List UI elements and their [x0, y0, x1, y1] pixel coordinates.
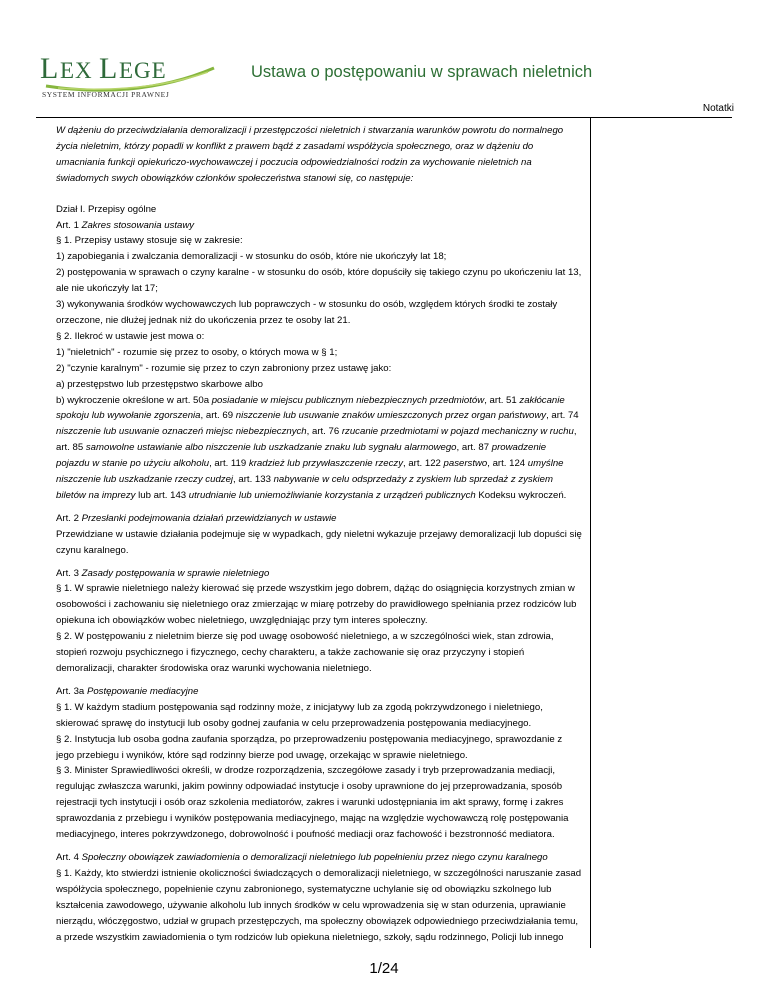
- document-title: Ustawa o postępowaniu w sprawach nieletnich: [251, 63, 593, 81]
- text-segment: , art. 76: [306, 426, 342, 438]
- article-heading: Art. 3 Zasady postępowania w sprawie nieletniego: [56, 567, 270, 579]
- text-segment: , art. 85: [56, 426, 577, 454]
- list-item: 3) wykonywania środków wychowawczych lub poprawczych - w stosunku do osób, względem których środki te zostały orzeczone, nie dłużej jednak niż do ukończenia przez te osoby lat 21.: [56, 299, 558, 326]
- text-segment: Kodeksu wykroczeń.: [475, 489, 567, 501]
- paragraph: Przewidziane w ustawie działania podejmuje się w wypadkach, gdy nieletni wykazuje przejawy demoralizacji lub dopuści się czynu karalnego.: [56, 528, 582, 556]
- offence-name: samowolne ustawianie albo niszczenie lub uszkadzanie znaku lub sygnału alarmowego: [85, 442, 457, 454]
- offence-name: utrudnianie lub uniemożliwianie korzystania z urządzeń publicznych: [188, 489, 476, 501]
- notes-divider: [590, 118, 591, 948]
- offence-name: prowadzenie pojazdu w stanie po użyciu alkoholu: [56, 442, 547, 470]
- svg-text:SYSTEM INFORMACJI PRAWNEJ: SYSTEM INFORMACJI PRAWNEJ: [42, 90, 170, 99]
- offence-name: posiadanie w miejscu publicznym niebezpiecznych przedmiotów: [211, 394, 485, 406]
- paragraph: § 1. Przepisy ustawy stosuje się w zakresie:: [56, 235, 243, 247]
- paragraph: § 3. Minister Sprawiedliwości określi, w drodze rozporządzenia, szczegółowe zasady i tryb przeprowadzania mediacji, regulując zwłaszcza warunki, jakim powinny odpowiadać instytucje i osoby uprawnione do jej przeprowadzania, sposób rejestracji tych instytucji i osób oraz szkolenia mediatorów, zakres i warunki udostępniania im akt sprawy, formę i zakres sprawozdania z przebiegu i wyników postępowania mediacyjnego, mając na względzie wychowawczą rolę postępowania mediacyjnego, interes pokrzywdzonego, dobrowolność i poufność mediacji oraz fachowość i bezstronność mediatora.: [56, 765, 569, 841]
- text-segment: , art. 87: [456, 442, 492, 454]
- text-segment: b) wykroczenie określone w art. 50a: [56, 394, 212, 406]
- paragraph: § 1. W każdym stadium postępowania sąd rodzinny może, z inicjatywy lub za zgodą pokrzywdzonego i nieletniego, skierować sprawę do instytucji lub osoby godnej zaufania w celu przeprowadzenia postępowania mediacyjnego.: [56, 701, 543, 729]
- paragraph: § 1. Każdy, kto stwierdzi istnienie okoliczności świadczących o demoralizacji nieletniego, w szczególności naruszanie zasad współżycia społecznego, popełnienie czynu zabronionego, systematyczne uchylanie się od obowiązku szkolnego lub kształcenia zawodowego, używanie alkoholu lub innych środków w celu wprowadzenia się w stan odurzenia, uprawianie nierządu, włóczęgostwo, udział w grupach przestępczych, ma społeczny obowiązek odpowiedniego przeciwdziałania temu, a przede wszystkim zawiadomienia o tym rodziców lub opiekuna nieletniego, szkoły, sądu rodzinnego, Policji lub innego: [56, 867, 582, 943]
- list-item: 2) "czynie karalnym" - rozumie się przez to czyn zabroniony przez ustawę jako:: [56, 362, 392, 374]
- paragraph: § 2. Ilekroć w ustawie jest mowa o:: [56, 330, 205, 342]
- document-body: [56, 123, 582, 946]
- text-segment: , art. 119: [209, 458, 249, 470]
- offence-name: paserstwo: [443, 458, 488, 470]
- list-item: a) przestępstwo lub przestępstwo skarbowe albo: [56, 378, 263, 390]
- text-segment: , art. 74: [546, 410, 579, 422]
- list-item: 1) zapobiegania i zwalczania demoralizacji - w stosunku do osób, które nie ukończyły lat 18;: [56, 251, 447, 263]
- article-heading: Art. 2 Przesłanki podejmowania działań przewidzianych w ustawie: [56, 512, 337, 524]
- svg-text:EX: EX: [60, 58, 93, 83]
- list-item: 1) "nieletnich" - rozumie się przez to osoby, o których mowa w § 1;: [56, 346, 338, 358]
- svg-text:L: L: [40, 52, 60, 85]
- offence-name: rzucanie przedmiotami w pojazd mechaniczny w ruchu: [341, 426, 574, 438]
- offence-name: umyślne niszczenie lub uszkadzanie rzeczy cudzej: [56, 458, 564, 486]
- offence-name: zakłócanie spokoju lub wywołanie zgorszenia: [56, 394, 565, 422]
- list-item-wykroczenia: [56, 393, 582, 504]
- list-item: 2) postępowania w sprawach o czyny karalne - w stosunku do osób, które dopuściły się takiego czynu po ukończeniu lat 13, ale nie ukończyły lat 17;: [56, 267, 582, 295]
- offence-name: niszczenie lub usuwanie oznaczeń miejsc niebezpiecznych: [56, 426, 307, 438]
- article-heading: Art. 1 Zakres stosowania ustawy: [56, 219, 195, 231]
- page-number: 1/24: [369, 960, 399, 977]
- text-segment: , art. 51: [484, 394, 520, 406]
- paragraph: § 2. W postępowaniu z nieletnim bierze się pod uwagę osobowość nieletniego, a w szczególności wiek, stan zdrowia, stopień rozwoju psychicznego i fizycznego, cechy charakteru, a także zachowanie się oraz przyczyny i stopień demoralizacji, charakter środowiska oraz warunki wychowania nieletniego.: [56, 631, 554, 674]
- lexlege-logo: [38, 42, 218, 104]
- paragraph: § 1. W sprawie nieletniego należy kierować się przede wszystkim jego dobrem, dążąc do osiągnięcia korzystnych zmian w osobowości i zachowaniu się nieletniego oraz zmierzając w miarę potrzeby do prawidłowego spełniania przez rodziców lub opiekuna ich obowiązków wobec nieletniego, uwzględniając przy tym interes społeczny.: [56, 583, 577, 627]
- text-segment: , art. 69: [200, 410, 236, 422]
- offence-name: nabywanie w celu odsprzedaży z zyskiem lub sprzedaż z zyskiem biletów na imprezy: [56, 474, 553, 501]
- offence-name: niszczenie lub usuwanie znaków umieszczonych przez organ państwowy: [235, 410, 547, 422]
- text-segment: , art. 133: [233, 474, 274, 486]
- article-heading: Art. 3a Postępowanie mediacyjne: [56, 685, 199, 697]
- paragraph: § 2. Instytucja lub osoba godna zaufania sporządza, po przeprowadzeniu postępowania mediacyjnego, sprawozdanie z jego przebiegu i wyników, które sąd rodzinny bierze pod uwagę, orzekając w sprawie nieletniego.: [56, 733, 563, 761]
- header-divider: [36, 117, 732, 118]
- svg-text:EGE: EGE: [119, 58, 167, 83]
- text-segment: , art. 122: [403, 458, 444, 470]
- text-segment: , art. 124: [487, 458, 528, 470]
- svg-text:L: L: [99, 52, 119, 85]
- preamble: W dążeniu do przeciwdziałania demoralizacji i przestępczości nieletnich i stwarzania warunków powrotu do normalnego życia nieletnim, którzy popadli w konflikt z prawem bądź z zasadami współżycia społecznego, oraz w dążeniu do umacniania funkcji opiekuńczo-wychowawczej i poczucia odpowiedzialności rodzin za wychowanie nieletnich na świadomych swych obowiązków członków społeczeństwa stanowi się, co następuje:: [56, 125, 564, 184]
- notes-column-label: Notatki: [702, 103, 734, 114]
- article-heading: Art. 4 Społeczny obowiązek zawiadomienia o demoralizacji nieletniego lub popełnieniu przez niego czynu karalnego: [56, 851, 548, 863]
- text-segment: lub art. 143: [135, 489, 189, 501]
- offence-name: kradzież lub przywłaszczenie rzeczy: [248, 458, 403, 470]
- section-heading: Dział I. Przepisy ogólne: [56, 203, 157, 215]
